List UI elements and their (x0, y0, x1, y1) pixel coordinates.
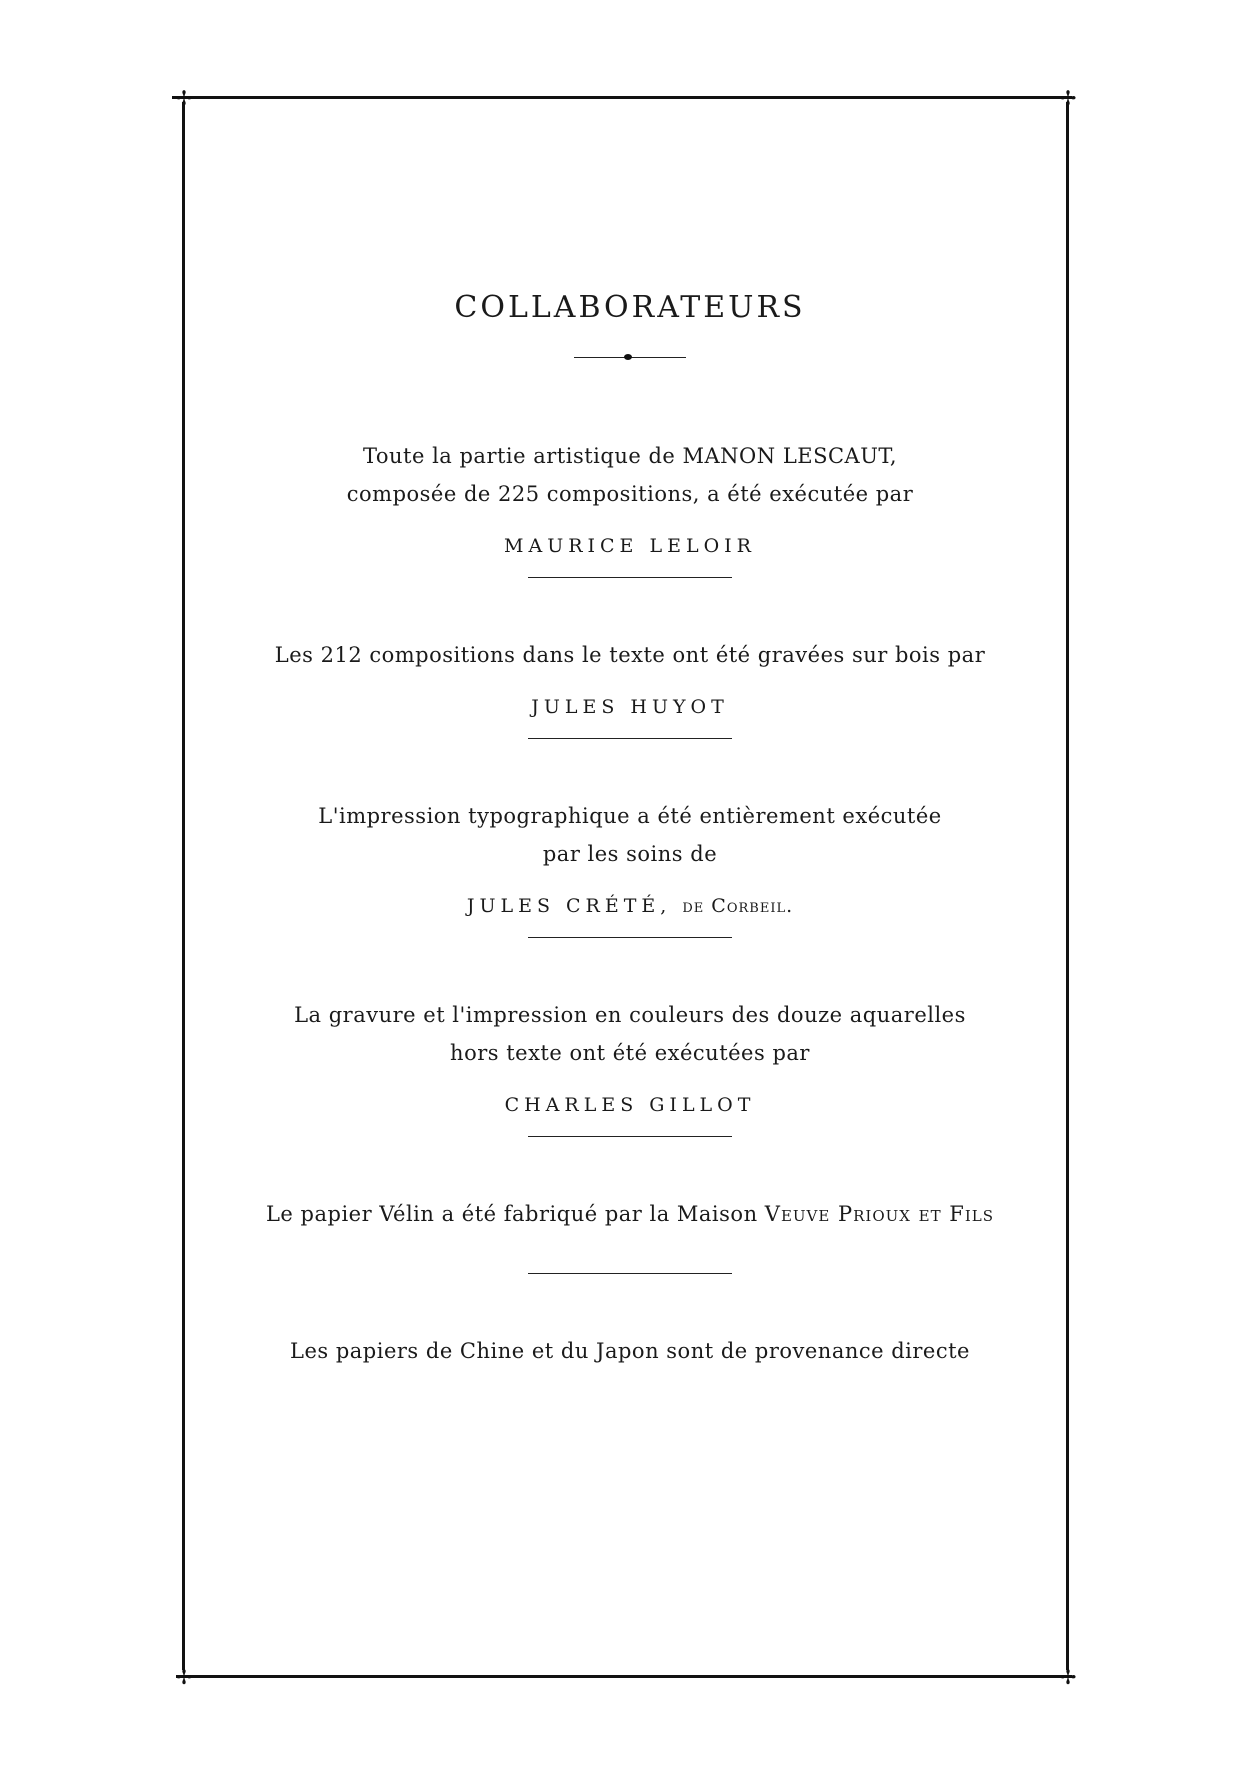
page-content (190, 290, 1070, 1370)
section-divider (528, 937, 732, 938)
credit-text-line: par les soins de (542, 842, 718, 866)
credit-name (190, 895, 1070, 917)
credit-section-printing (190, 797, 1070, 938)
frame-top-border (172, 96, 1072, 99)
corner-ornament-bottom-right: ✢ (1059, 1665, 1077, 1689)
section-divider (528, 577, 732, 578)
page-title: COLLABORATEURS (454, 290, 806, 325)
credit-text-prefix: Le papier Vélin a été fabriqué par la Maison (265, 1202, 758, 1226)
frame-left-border (182, 102, 185, 1670)
credit-text-line: composée de 225 compositions, a été exécutée par (346, 482, 914, 506)
credit-section-imported-paper (190, 1332, 1070, 1370)
credit-text-line: Toute la partie artistique de MANON LESCAUT, (362, 444, 898, 468)
credit-section-paper (190, 1195, 1070, 1274)
section-divider (528, 738, 732, 739)
credit-section-color-printing (190, 996, 1070, 1137)
section-divider (528, 1273, 732, 1274)
credit-text-line (190, 1195, 1070, 1233)
corner-ornament-bottom-left: ✢ (175, 1665, 193, 1689)
credit-name: CHARLES GILLOT (504, 1094, 756, 1116)
credit-text-line: Les papiers de Chine et du Japon sont de provenance directe (290, 1339, 970, 1363)
credit-name: JULES HUYOT (531, 696, 729, 718)
credit-text-line: hors texte ont été exécutées par (450, 1041, 810, 1065)
credit-name-suffix: de Corbeil. (682, 895, 794, 917)
credit-section-engraving (190, 636, 1070, 739)
frame-bottom-border (176, 1675, 1072, 1678)
section-divider (528, 1136, 732, 1137)
credit-text-line: L'impression typographique a été entièrement exécutée (318, 804, 942, 828)
credit-text-line: La gravure et l'impression en couleurs des douze aquarelles (294, 1003, 966, 1027)
corner-ornament-top-left: ✢ (175, 86, 193, 110)
credit-name: MAURICE LELOIR (504, 535, 756, 557)
credit-name-main: JULES CRÉTÉ, (466, 895, 672, 917)
corner-ornament-top-right: ✢ (1059, 86, 1077, 110)
credit-text-line: Les 212 compositions dans le texte ont été gravées sur bois par (274, 643, 986, 667)
credit-section-illustrations (190, 437, 1070, 578)
credit-text-suffix: Veuve Prioux et Fils (764, 1202, 995, 1226)
title-ornament (574, 353, 686, 363)
